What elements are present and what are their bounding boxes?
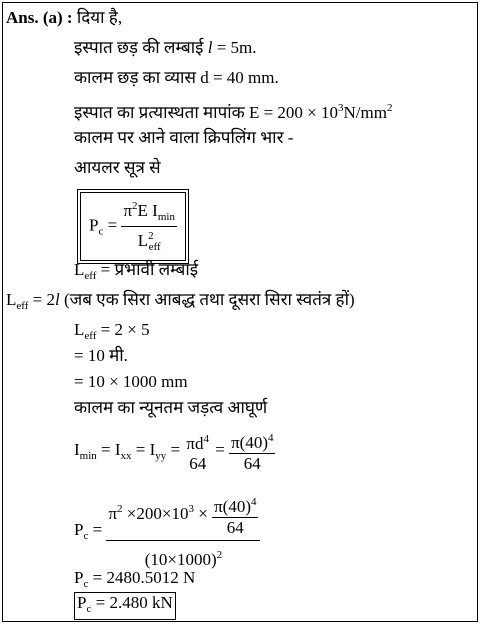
effective-length-mm: = 10 × 1000 mm (74, 372, 188, 391)
inertia-fraction-2: $\frac{\pi(40)^4}{64}$ (231, 432, 274, 473)
effective-length-relation: $L_{eff} = 2l$ (जब एक सिरा आबद्ध तथा दूसरा सिरा स्वतंत्र हों) (6, 290, 355, 312)
given-modulus: इस्पात का प्रत्यास्थता मापांक $E = 200 \times 10^3N/mm^2$ (74, 102, 393, 122)
inner-fraction: $\frac{\pi(40)^4}{64}$ (214, 496, 257, 537)
answer-label: Ans. (a) : (6, 8, 73, 27)
euler-formula-box: $P_c$ = $\frac{\pi^2E I_{min}}{L^2_{eff}}$ (80, 192, 186, 261)
effective-length-calc: $L_{eff} = 2 \times 5$ (74, 320, 150, 342)
crippling-load-fraction: $\pi^2 \times 200\times 10^3$ × $\frac{\pi(40)^4}{64}$ $(10\times 1000)^2$ (106, 492, 260, 570)
crippling-load-label: कालम पर आने वाला क्रिपलिंग भार - (74, 128, 294, 147)
answer-heading (6, 8, 122, 28)
euler-formula-label: आयलर सूत्र से (74, 158, 161, 177)
final-answer-box: $P_c = 2.480$ kN (74, 592, 176, 620)
effective-length-m: = 10 मी. (74, 346, 128, 365)
given-diameter: कालम छड़ का व्यास d = 40 mm. (74, 68, 279, 87)
crippling-load-calc: $P_c$ = $\pi^2 \times 200\times 10^3$ × $\frac{\pi(40)^4}{64}$ $(10\times 1000)^2$ (74, 492, 260, 570)
given-length: इस्पात छड़ की लम्बाई l = 5m. (74, 38, 257, 57)
crippling-load-value: $P_c = 2480.5012$ N (74, 568, 196, 590)
given-text: दिया है, (76, 8, 123, 27)
moment-of-inertia-formula: $I_{min} = I_{xx} = I_{yy}$ = $\pi d^4$ 64 = $\frac{\pi(40)^4}{64}$ (74, 428, 275, 474)
moment-of-inertia-label: कालम का न्यूनतम जड़त्व आघूर्ण (74, 398, 268, 417)
euler-fraction: $\frac{\pi^2E I_{min}}{L^2_{eff}}$ (121, 197, 177, 256)
effective-length-definition: $L_{eff}$ = प्रभावी लम्बाई (74, 260, 199, 282)
inertia-fraction-1: $\pi d^4$ 64 (186, 432, 209, 473)
